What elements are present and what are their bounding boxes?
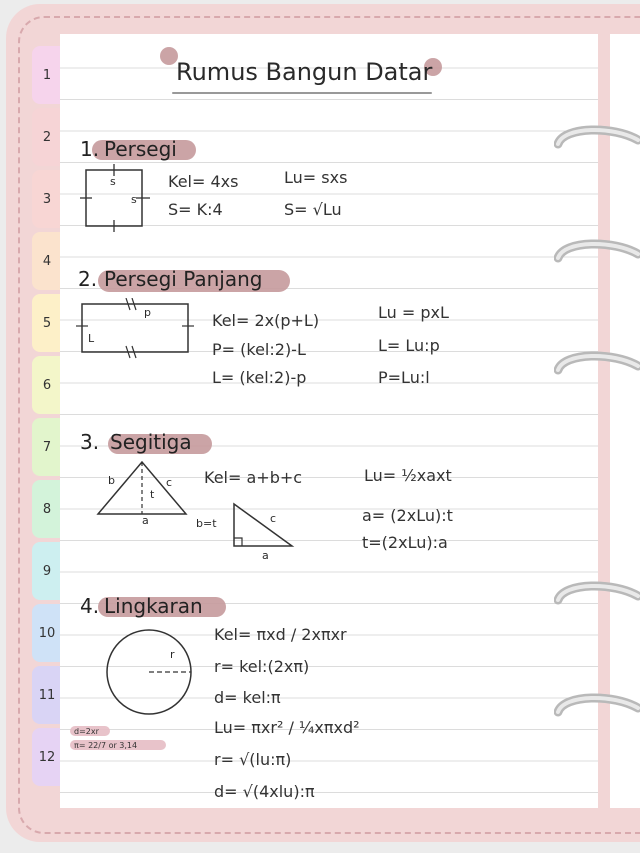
formula: L= Lu:p	[378, 336, 440, 355]
label-a2: a	[262, 549, 269, 562]
index-tab[interactable]: 4	[32, 232, 62, 290]
index-tab[interactable]: 7	[32, 418, 62, 476]
right-triangle-diagram	[228, 500, 298, 552]
label-c2: c	[270, 512, 277, 525]
binder-ring-icon	[554, 350, 640, 384]
note-pi: π= 22/7 or 3,14	[74, 741, 138, 750]
binder-ring-icon	[554, 238, 640, 272]
section-heading-persegi: Persegi	[104, 137, 177, 161]
heading-number: 2.	[78, 267, 98, 291]
index-tab[interactable]: 9	[32, 542, 62, 600]
index-tab[interactable]: 3	[32, 170, 62, 228]
index-tab[interactable]: 1	[32, 46, 62, 104]
label-side-right: s	[131, 193, 137, 206]
circle-diagram	[102, 626, 198, 720]
index-tab[interactable]: 6	[32, 356, 62, 414]
formula: L= (kel:2)-p	[212, 368, 307, 387]
heading-number: 3.	[80, 430, 100, 454]
formula: d= √(4xlu):π	[214, 782, 315, 801]
index-tab[interactable]: 2	[32, 108, 62, 166]
index-tab[interactable]: 10	[32, 604, 62, 662]
index-tab[interactable]: 5	[32, 294, 62, 352]
binder-ring-icon	[554, 580, 640, 614]
square-diagram	[78, 162, 158, 232]
formula: Kel= πxd / 2xπxr	[214, 625, 347, 644]
section-heading-segitiga: Segitiga	[110, 430, 192, 454]
index-tab[interactable]: 8	[32, 480, 62, 538]
formula: Lu= sxs	[284, 168, 348, 187]
section-heading-persegi-panjang: Persegi Panjang	[104, 267, 263, 291]
title-underline	[172, 92, 432, 94]
label-b: b	[108, 474, 115, 487]
label-l: L	[88, 332, 95, 345]
label-a: a	[142, 514, 149, 527]
binder-ring-icon	[554, 692, 640, 726]
heading-number: 1.	[80, 137, 100, 161]
formula: Kel= 2x(p+L)	[212, 311, 320, 330]
triangle-diagram	[94, 458, 190, 522]
label-p: p	[144, 306, 151, 319]
label-r: r	[170, 648, 175, 661]
index-tab[interactable]: 11	[32, 666, 62, 724]
formula: Lu= ½xaxt	[364, 466, 452, 485]
page-title: Rumus Bangun Datar	[176, 58, 433, 86]
label-c: c	[166, 476, 173, 489]
formula: d= kel:π	[214, 688, 281, 707]
note-diameter: d=2xr	[74, 727, 99, 736]
rectangle-diagram	[74, 298, 198, 360]
label-b-equals-t: b=t	[196, 517, 217, 530]
formula: P= (kel:2)-L	[212, 340, 306, 359]
formula: t=(2xLu):a	[362, 533, 448, 552]
formula: S= K:4	[168, 200, 223, 219]
formula: Lu= πxr² / ¼xπxd²	[214, 718, 360, 737]
formula: Lu = pxL	[378, 303, 449, 322]
section-heading-lingkaran: Lingkaran	[104, 594, 203, 618]
formula: r= √(lu:π)	[214, 750, 292, 769]
label-side-top: s	[110, 175, 116, 188]
label-t: t	[150, 488, 155, 501]
formula: S= √Lu	[284, 200, 342, 219]
index-tab[interactable]: 12	[32, 728, 62, 786]
formula: Kel= 4xs	[168, 172, 239, 191]
binder-ring-icon	[554, 124, 640, 158]
formula: Kel= a+b+c	[204, 468, 303, 487]
formula: P=Lu:l	[378, 368, 430, 387]
formula: r= kel:(2xπ)	[214, 657, 310, 676]
heading-number: 4.	[80, 594, 100, 618]
formula: a= (2xLu):t	[362, 506, 453, 525]
